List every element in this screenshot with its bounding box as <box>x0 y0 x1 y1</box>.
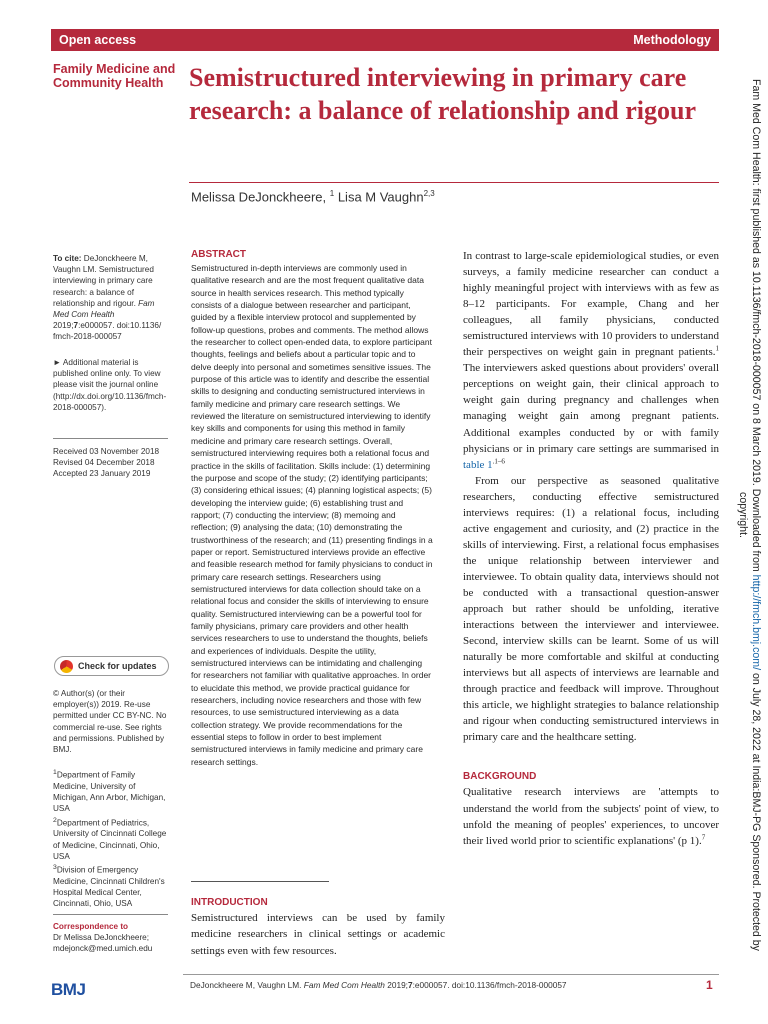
accepted-date: Accepted 23 January 2019 <box>53 469 151 479</box>
sidebar-divider-2 <box>53 914 168 915</box>
crossmark-icon <box>60 660 73 673</box>
correspondence-name: Dr Melissa DeJonckheere; <box>53 933 150 943</box>
footer-citation: DeJonckheere M, Vaughn LM. Fam Med Com Health 2019;7:e000057. doi:10.1136/fmch-2018-000057 <box>190 980 567 990</box>
received-date: Received 03 November 2018 <box>53 447 160 456</box>
body-right-column <box>463 248 719 849</box>
abstract-divider <box>191 881 329 882</box>
cite-journal: Fam Med Com Health <box>53 298 155 320</box>
table-1-link[interactable]: table 1 <box>463 458 493 471</box>
citation-block <box>53 253 168 343</box>
introduction-text: Semistructured interviews can be used by family medicine researchers in clinical settings or academic settings even with few resources. <box>191 912 445 957</box>
author-2: Lisa M Vaughn <box>337 189 424 205</box>
article-title: Semistructured interviewing in primary care research: a balance of relationship and rigour <box>189 63 696 125</box>
additional-material-note: ► Additional material is published online only. To view please visit the journal online (http://dx.doi.org/10.1136/fmch-2018-000057). <box>53 358 167 412</box>
title-divider <box>189 182 719 183</box>
affiliations <box>53 767 168 910</box>
background-text: Qualitative research interviews are 'attempts to understand the world from the subjects' point of view, to unfold the meaning of peoples' experiences, to uncover their lived world prior to scientific explanations' (p 1).$^7$ <box>463 786 719 847</box>
paragraph-1: In contrast to large-scale epidemiological studies, or even surveys, a family medicine researcher can conduct a highly meaningful project with interviews with as few as 8–12 participants. For example, Chang and her colleagues, all family physicians, conducted semistructured interviews with 10 providers to understand their perspectives on weight gain in pregnant patients.$^1$ The interviewers asked questions about providers' overall perceptions on weight gain, their clinical approach to weight gain during pregnancy and challenges when managing weight gain among pregnant patients. Additional examples conducted by or with family physicians or in primary care settings are summarised in table $1^{.1-6}$ <box>463 250 720 471</box>
top-banner <box>51 29 719 51</box>
open-access-label: Open access <box>59 33 137 47</box>
cite-rest: :e000057. doi:10.1136/ fmch-2018-000057 <box>53 321 162 342</box>
vertical-margin-note: Fam Med Com Health: first published as 10.1136/fmch-2018-000057 on 8 March 2019. Downloaded from http://fmch.bmj.com/ on July 28, 2022 at India:BMJ-PG Sponsored. Protected by copyright. <box>737 79 762 951</box>
background-heading: BACKGROUND <box>463 771 537 783</box>
cite-text: DeJonckheere M, Vaughn LM. Semistructured interviewing in primary care research: a balance of relationship and rigour. <box>53 254 154 308</box>
journal-url-link[interactable]: http://fmch.bmj.com/ <box>750 574 762 671</box>
cite-volume: 7 <box>73 321 79 331</box>
introduction-heading: INTRODUCTION <box>191 897 268 908</box>
dates-block <box>53 446 168 480</box>
check-for-updates-label: Check for updates <box>78 661 157 671</box>
check-for-updates-button[interactable] <box>54 656 169 676</box>
affiliation-1: $^1$Department of Family Medicine, University of Michigan, Ann Arbor, Michigan, USA <box>53 769 166 814</box>
introduction-section <box>191 897 445 959</box>
bmj-logo: BMJ <box>51 980 86 999</box>
author-1: Melissa DeJonckheere, <box>191 189 327 205</box>
author-1-affiliation: 1 <box>329 189 335 198</box>
revised-date: Revised 04 December 2018 <box>53 458 155 468</box>
affiliation-2: $^2$Department of Pediatrics, University of Cincinnati College of Medicine, Cincinnati, Ohio, USA <box>53 816 167 861</box>
sidebar-divider <box>53 438 168 439</box>
correspondence-email[interactable]: mdejonck@med.umich.edu <box>53 944 153 954</box>
abstract-section <box>191 249 433 768</box>
correspondence-block <box>53 921 168 955</box>
author-2-affiliation: 2,3 <box>423 189 435 198</box>
page-number: 1 <box>706 978 713 992</box>
author-list <box>191 189 711 204</box>
cite-ref: 2019; <box>53 321 74 331</box>
abstract-heading: ABSTRACT <box>191 249 246 260</box>
abstract-text: Semistructured in-depth interviews are commonly used in qualitative research and are the most frequent qualitative data source in health services research. This method typically consists of a dialogue between researcher and participant, guided by a flexible interview protocol and supplemented by follow-up questions, probes and comments. The method allows the researcher to collect open-ended data, to explore participant thoughts, feelings and beliefs about a particular topic and to delve deeply into personal and sometimes sensitive issues. The purpose of this article was to identify and describe the essential skills to designing and conducting semistructured interviews in family medicine and primary care research settings. We reviewed the literature on semistructured interviewing to identify key skills and components for using this method in family medicine and primary care research settings. Overall, semistructured interviewing requires both a relational focus and practice in the skills of facilitation. Skills include: (1) determining the purpose and scope of the study; (2) identifying participants; (3) considering ethical issues; (4) planning logistical aspects; (5) developing the interview guide; (6) establishing trust and rapport; (7) conducting the interview; (8) memoing and reflection; (9) analysing the data; (10) demonstrating the trustworthiness of the research; and (11) presenting findings in a paper or report. Semistructured interviews provide an effective and feasible research method for family physicians to conduct in primary care research settings. Researchers using semistructured interviews for data collection should take on a relational focus and consider the skills of interviewing to ensure quality. Semistructured interviewing can be a powerful tool for family physicians, primary care providers and other health services researchers to use to understand the thoughts, beliefs and experiences of individuals. Despite the utility, semistructured interviews can be intimidating and challenging for researchers not familiar with qualitative approaches. In order to elucidate this method, we provide practical guidance for researchers, including novice researchers and those with few resources, to use semistructured interviewing as a data collection strategy. We provide recommendations for the essential steps to follow in order to best implement semistructured interviews in family medicine and primary care research settings. <box>191 263 433 767</box>
journal-name: Family Medicine and Community Health <box>53 62 176 90</box>
paragraph-2: From our perspective as seasoned qualitative researchers, conducting effective semistructured interviews requires: (1) a relational focus, including active engagement and curiosity, and (2) practice in the skills of interviewing. First, a relational focus emphasises the unique relationship between interviewer and interviewee. To obtain quality data, interviews should not be conducted with a transactional question-answer approach but rather should be unfolding, iterative interactions between the interviewer and interviewee. Second, interview skills can be learnt. Some of us will naturally be more comfortable and skilful at conducting interviews but all aspects of interviews are learnable and through practice and feedback will improve. Throughout this article, we highlight strategies to balance relationship and rigour when conducting semistructured interviews in primary care and the healthcare setting. <box>463 474 719 744</box>
affiliation-3: $^3$Division of Emergency Medicine, Cincinnati Children's Hospital Medical Center, Cincinnati, Ohio, USA <box>53 864 165 909</box>
footer-divider <box>183 974 719 975</box>
cite-label: To cite: <box>53 254 82 263</box>
correspondence-heading: Correspondence to <box>53 922 129 931</box>
article-type-label: Methodology <box>633 33 711 47</box>
copyright-notice: © Author(s) (or their employer(s)) 2019. Re-use permitted under CC BY-NC. No commercial re-use. See rights and permissions. Published by BMJ. <box>53 689 167 755</box>
